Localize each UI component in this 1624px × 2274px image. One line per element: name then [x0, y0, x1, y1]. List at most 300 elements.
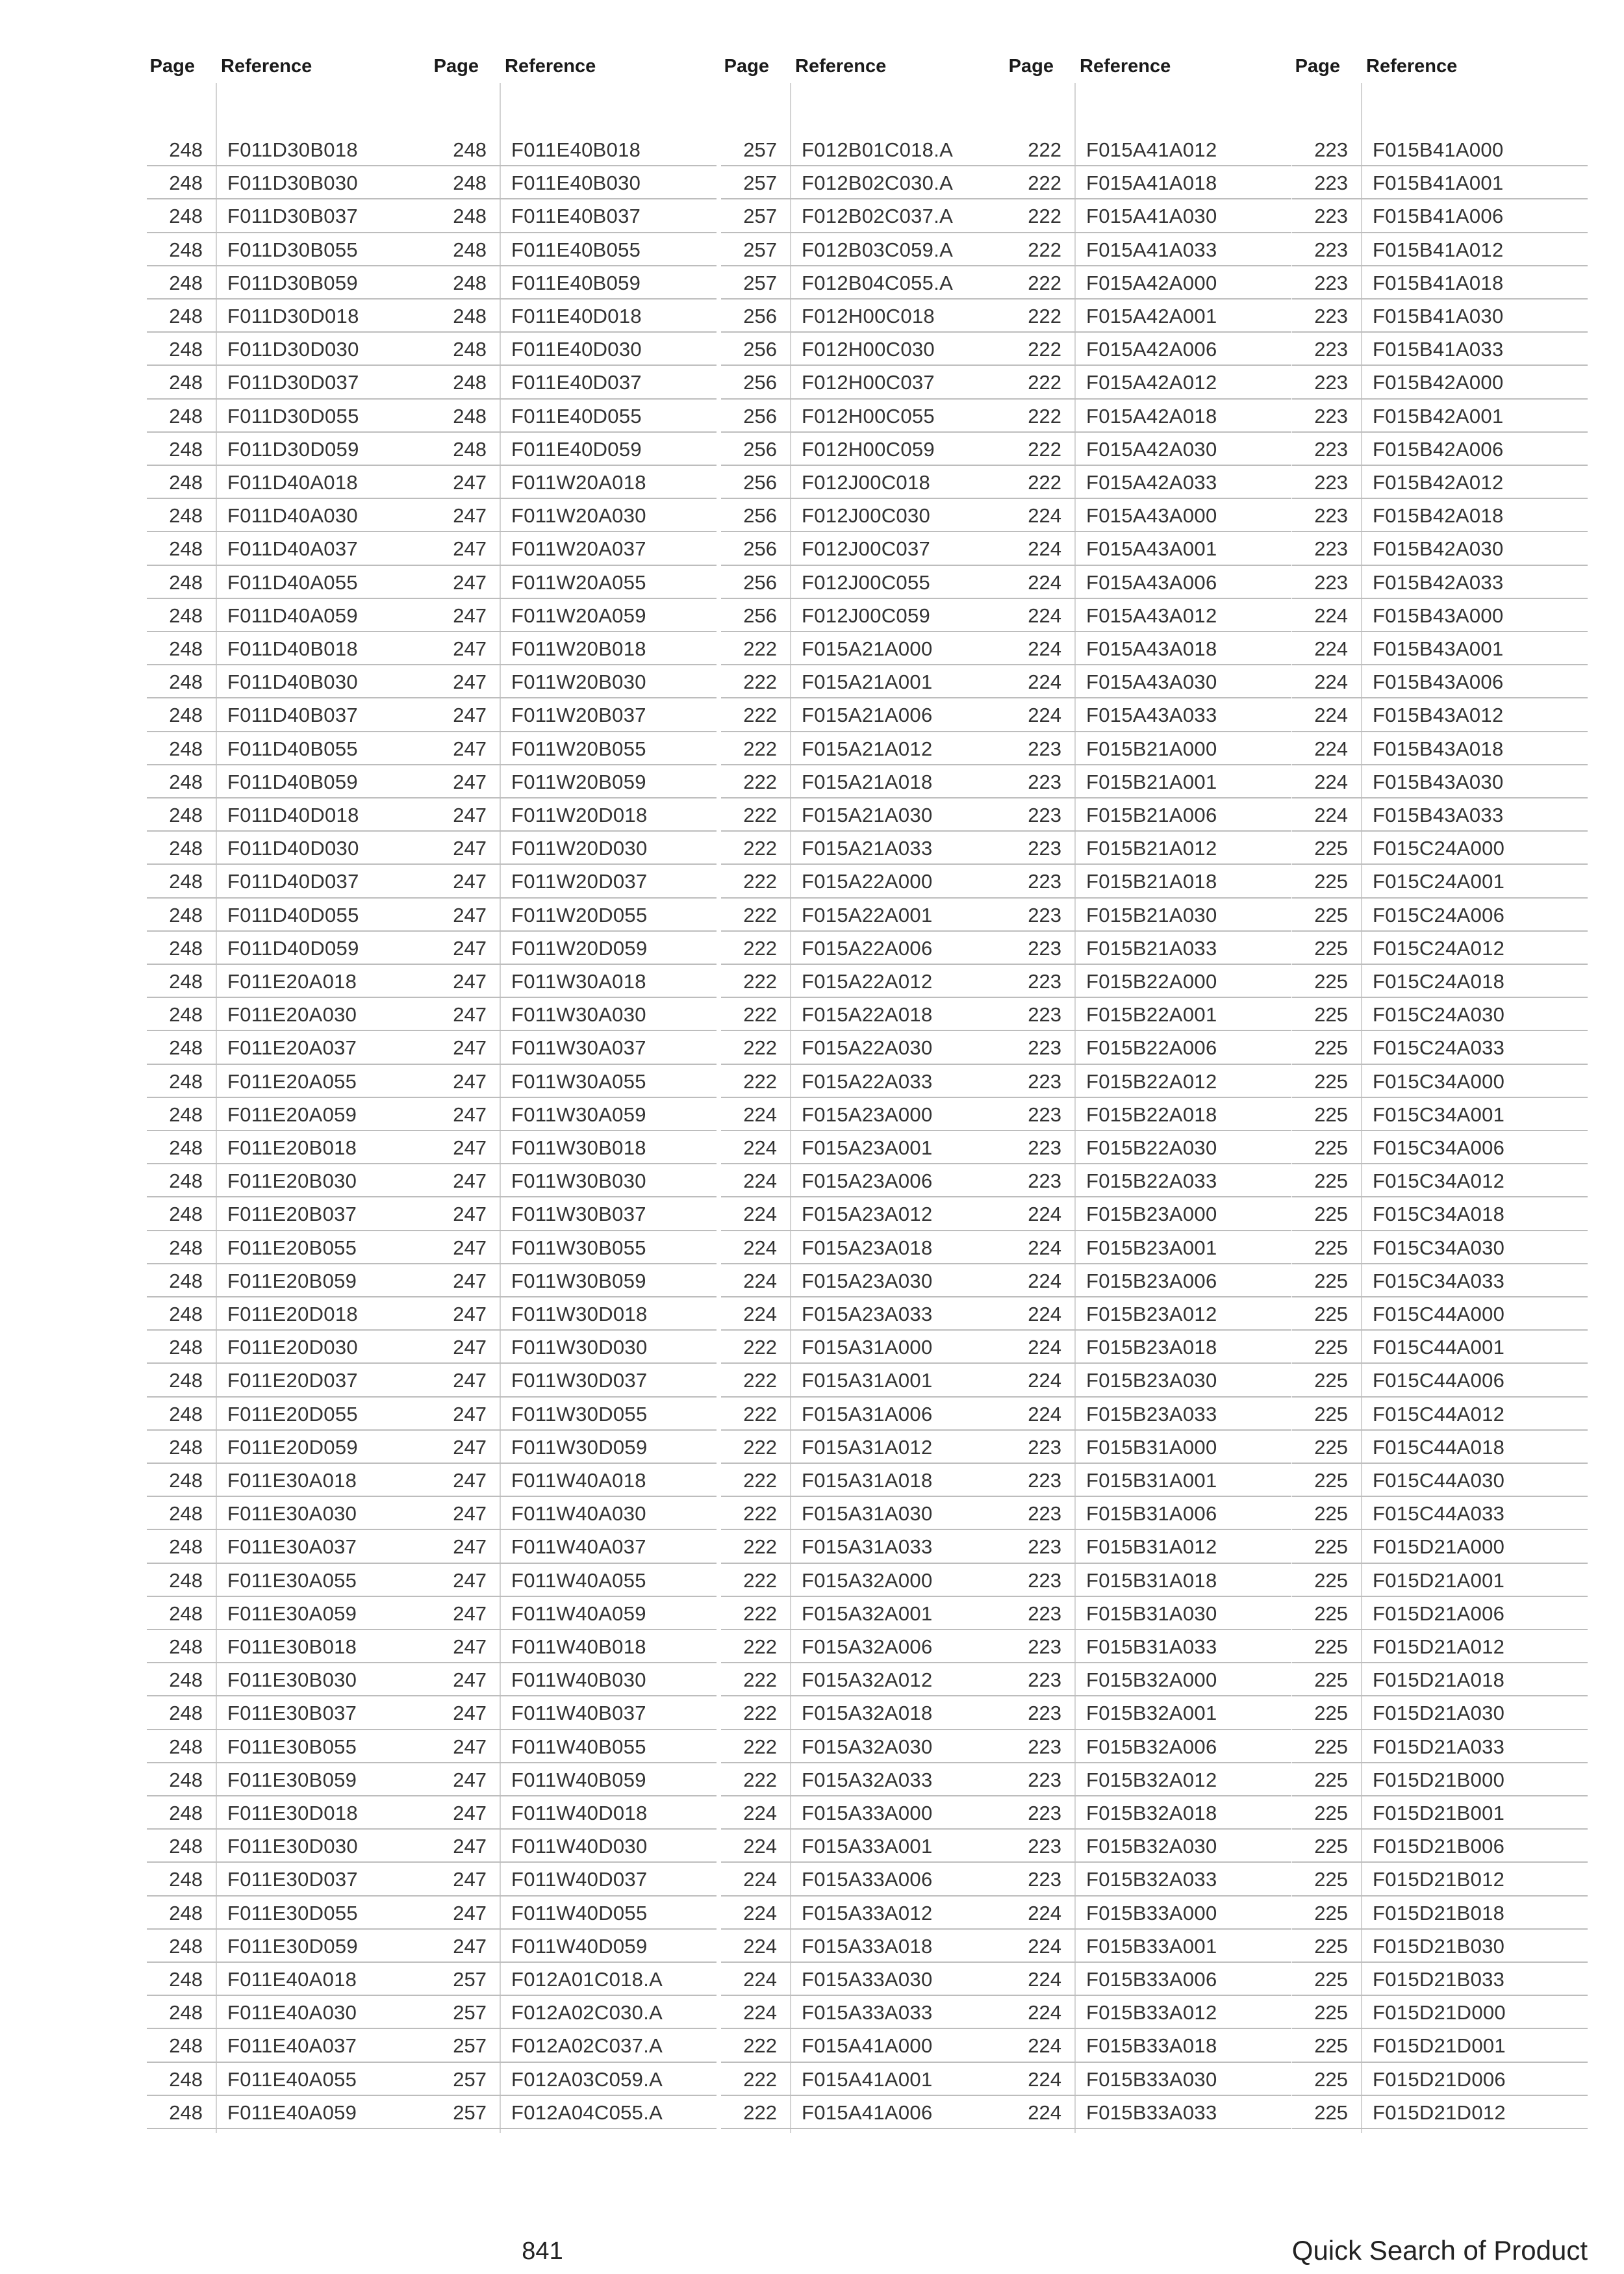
page-cell: 248 [169, 903, 203, 926]
table-row [1006, 266, 1291, 300]
table-row [1006, 1863, 1291, 1896]
table-row [1292, 1530, 1588, 1563]
table-row [1006, 433, 1291, 466]
page-cell: 248 [169, 1169, 203, 1193]
page-cell: 225 [1314, 1735, 1348, 1758]
reference-cell: F011D40B037 [227, 704, 358, 727]
reference-cell: F015B22A012 [1086, 1069, 1217, 1093]
page-cell: 247 [453, 1036, 487, 1060]
table-row [1006, 2029, 1291, 2062]
table-row [147, 1763, 433, 1796]
table-row [431, 1564, 717, 1597]
page-cell: 222 [743, 1469, 777, 1492]
page-cell: 224 [1028, 704, 1061, 727]
table-row [431, 832, 717, 865]
reference-cell: F011W30D030 [511, 1336, 648, 1359]
section-title: Quick Search of Product [1291, 2235, 1588, 2266]
reference-cell: F015A33A006 [802, 1868, 933, 1891]
page-cell: 224 [1028, 1402, 1061, 1425]
reference-cell: F015B23A000 [1086, 1203, 1217, 1226]
page-cell: 223 [1028, 1103, 1061, 1126]
table-row [431, 433, 717, 466]
page-cell: 248 [453, 371, 487, 394]
reference-cell: F011E30B037 [227, 1702, 357, 1725]
page-cell: 256 [743, 537, 777, 561]
reference-cell: F015D21B033 [1373, 1968, 1505, 1991]
page-cell: 225 [1314, 1269, 1348, 1292]
reference-cell: F015C34A018 [1373, 1203, 1505, 1226]
reference-cell: F015B32A000 [1086, 1668, 1217, 1692]
reference-cell: F011W40A055 [511, 1568, 646, 1592]
page-cell: 247 [453, 1868, 487, 1891]
reference-cell: F015A43A006 [1086, 570, 1217, 594]
reference-cell: F015B41A030 [1373, 305, 1504, 327]
reference-cell: F015A42A033 [1086, 471, 1217, 494]
table-row [721, 865, 1007, 898]
page-cell: 224 [1028, 537, 1061, 561]
table-row [1292, 599, 1588, 632]
table-row [1292, 2063, 1588, 2096]
page-cell: 222 [743, 637, 777, 660]
table-row [1292, 266, 1588, 300]
table-row [147, 698, 433, 732]
page-cell: 224 [1028, 1934, 1061, 1958]
table-row [1292, 1863, 1588, 1896]
reference-cell: F015A33A018 [802, 1934, 933, 1958]
page-cell: 225 [1314, 1668, 1348, 1692]
page-cell: 248 [169, 1635, 203, 1658]
reference-cell: F015A32A018 [802, 1702, 933, 1725]
page-cell: 223 [1028, 1702, 1061, 1725]
table-row [431, 133, 717, 166]
reference-cell: F011E40B037 [511, 205, 641, 228]
reference-cell: F011E40D059 [511, 437, 642, 461]
reference-cell: F015D21A006 [1373, 1602, 1505, 1625]
page-cell: 223 [1314, 172, 1348, 195]
reference-cell: F011W20B018 [511, 637, 646, 660]
page-cell: 222 [743, 1069, 777, 1093]
table-row [1006, 765, 1291, 798]
table-row [431, 1464, 717, 1497]
reference-cell: F011E20B030 [227, 1169, 357, 1193]
reference-cell: F015A22A001 [802, 903, 933, 926]
page-cell: 247 [453, 570, 487, 594]
page-cell: 222 [743, 1568, 777, 1592]
table-row [147, 2029, 433, 2062]
page-cell: 223 [1028, 1169, 1061, 1193]
page-cell: 222 [1028, 172, 1061, 195]
page-cell: 248 [169, 1668, 203, 1692]
reference-cell: F011W40D018 [511, 1802, 648, 1824]
reference-cell: F011W30A037 [511, 1036, 646, 1060]
reference-cell: F011W40B030 [511, 1668, 646, 1692]
reference-cell: F015B23A033 [1086, 1402, 1217, 1425]
page-cell: 224 [743, 1203, 777, 1226]
reference-cell: F012H00C055 [802, 404, 935, 428]
table-row [1006, 1231, 1291, 1264]
table-row [431, 300, 717, 333]
page-cell: 223 [1028, 1069, 1061, 1093]
table-row [431, 632, 717, 665]
table-row [1292, 1696, 1588, 1730]
page-cell: 248 [169, 1901, 203, 1924]
reference-cell: F011W20A059 [511, 604, 646, 627]
page-cell: 225 [1314, 970, 1348, 993]
page-cell: 247 [453, 1602, 487, 1625]
table-row [1292, 400, 1588, 433]
table-row [1292, 532, 1588, 565]
page-cell: 248 [169, 1602, 203, 1625]
reference-cell: F015A22A000 [802, 870, 933, 893]
table-row [1006, 1197, 1291, 1231]
reference-cell: F011E30A037 [227, 1535, 357, 1559]
reference-cell: F011E20D018 [227, 1303, 358, 1325]
table-row [1292, 333, 1588, 366]
reference-cell: F015B21A033 [1086, 936, 1217, 960]
reference-cell: F015D21D001 [1373, 2034, 1506, 2058]
reference-cell: F011E30B030 [227, 1668, 357, 1692]
table-row [431, 665, 717, 698]
reference-cell: F015A33A000 [802, 1802, 933, 1824]
page-cell: 224 [743, 1968, 777, 1991]
reference-cell: F011W20B037 [511, 704, 646, 727]
page-cell: 224 [1028, 604, 1061, 627]
reference-cell: F011D30D030 [227, 338, 359, 361]
table-row [431, 899, 717, 932]
table-row [147, 499, 433, 532]
page-cell: 248 [169, 1269, 203, 1292]
page-cell: 256 [743, 604, 777, 627]
page-cell: 247 [453, 1169, 487, 1193]
page-cell: 248 [169, 1835, 203, 1858]
table-row [721, 1597, 1007, 1630]
page-cell: 248 [169, 1868, 203, 1891]
reference-cell: F011E30D055 [227, 1901, 358, 1924]
table-row [1292, 1730, 1588, 1763]
table-row [721, 732, 1007, 765]
page-cell: 223 [1028, 1535, 1061, 1559]
reference-cell: F011W30A030 [511, 1003, 646, 1027]
page-cell: 247 [453, 1835, 487, 1858]
page-number: 841 [522, 2238, 563, 2265]
page-cell: 223 [1028, 1036, 1061, 1060]
table-row [1006, 732, 1291, 765]
reference-cell: F012H00C030 [802, 338, 935, 361]
page-cell: 223 [1028, 936, 1061, 960]
reference-cell: F015C24A018 [1373, 970, 1505, 993]
reference-cell: F011E30A055 [227, 1568, 357, 1592]
page-cell: 248 [169, 1469, 203, 1492]
table-row [147, 1996, 433, 2029]
page-cell: 222 [743, 737, 777, 760]
table-row [721, 1497, 1007, 1530]
table-row [431, 499, 717, 532]
reference-cell: F015B31A000 [1086, 1435, 1217, 1459]
table-row [431, 266, 717, 300]
page-cell: 248 [169, 537, 203, 561]
reference-cell: F015B41A006 [1373, 205, 1504, 228]
table-row [431, 1098, 717, 1131]
reference-cell: F011W20A018 [511, 471, 646, 494]
table-row [431, 1431, 717, 1464]
table-row [147, 1331, 433, 1364]
page-cell: 222 [743, 970, 777, 993]
reference-cell: F015B23A001 [1086, 1236, 1217, 1259]
page-cell: 223 [1028, 1802, 1061, 1824]
page-cell: 223 [1028, 1835, 1061, 1858]
table-row [721, 1131, 1007, 1164]
table-row [721, 1796, 1007, 1830]
page-cell: 224 [1314, 804, 1348, 826]
page-cell: 222 [743, 1502, 777, 1526]
reference-cell: F011D30B018 [227, 138, 358, 161]
reference-cell: F011E30B055 [227, 1735, 357, 1758]
table-row [721, 466, 1007, 499]
page-cell: 222 [743, 1435, 777, 1459]
page-cell: 257 [453, 1968, 487, 1991]
page-cell: 247 [453, 1469, 487, 1492]
page-cell: 225 [1314, 1303, 1348, 1325]
table-row [431, 1863, 717, 1896]
table-row [147, 1098, 433, 1131]
page-cell: 225 [1314, 2067, 1348, 2091]
page-cell: 224 [743, 1103, 777, 1126]
reference-cell: F015C34A012 [1373, 1169, 1505, 1193]
reference-cell: F015B41A000 [1373, 138, 1504, 161]
table-row [147, 166, 433, 199]
column-header-reference: Reference [221, 56, 312, 77]
page-cell: 222 [743, 1602, 777, 1625]
table-row [1006, 466, 1291, 499]
reference-cell: F015B41A012 [1373, 238, 1504, 261]
page-cell: 248 [169, 1003, 203, 1027]
table-row [721, 832, 1007, 865]
page-cell: 256 [743, 371, 777, 394]
reference-cell: F015B33A033 [1086, 2101, 1217, 2124]
page-cell: 225 [1314, 1402, 1348, 1425]
table-row [431, 1663, 717, 1696]
table-row [147, 1630, 433, 1663]
reference-cell: F012H00C018 [802, 305, 935, 327]
table-row [721, 765, 1007, 798]
page-cell: 222 [743, 1635, 777, 1658]
page-cell: 248 [169, 238, 203, 261]
table-row [721, 1065, 1007, 1098]
reference-cell: F011W40A059 [511, 1602, 646, 1625]
table-row [1006, 1131, 1291, 1164]
table-row [721, 1897, 1007, 1930]
reference-cell: F015A43A012 [1086, 604, 1217, 627]
page-cell: 248 [453, 305, 487, 327]
reference-cell: F015B21A006 [1086, 804, 1217, 826]
table-row [1292, 1264, 1588, 1297]
page-cell: 223 [1028, 1668, 1061, 1692]
table-row [1292, 1431, 1588, 1464]
table-row [431, 532, 717, 565]
reference-cell: F011E20B018 [227, 1136, 357, 1159]
table-row [1292, 1098, 1588, 1131]
page-cell: 248 [453, 172, 487, 195]
reference-cell: F015A32A000 [802, 1568, 933, 1592]
reference-cell: F015A21A006 [802, 704, 933, 727]
reference-cell: F015D21D000 [1373, 2001, 1506, 2025]
reference-cell: F015A33A012 [802, 1901, 933, 1924]
reference-cell: F015C44A001 [1373, 1336, 1505, 1359]
table-row [431, 1963, 717, 1996]
table-row [431, 732, 717, 765]
page-cell: 222 [743, 1735, 777, 1758]
table-row [1292, 1930, 1588, 1963]
page-cell: 224 [1028, 1369, 1061, 1392]
column-header-page: Page [433, 56, 479, 77]
table-row [431, 1197, 717, 1231]
page-cell: 248 [169, 437, 203, 461]
table-row [431, 1398, 717, 1431]
page-cell: 257 [453, 2034, 487, 2058]
table-row [147, 1530, 433, 1563]
column-header-reference: Reference [505, 56, 596, 77]
page-cell: 222 [1028, 271, 1061, 294]
page-cell: 224 [1028, 1203, 1061, 1226]
table-row [1292, 932, 1588, 965]
reference-cell: F011E40B018 [511, 138, 641, 161]
page-cell: 256 [743, 504, 777, 528]
reference-cell: F015D21B000 [1373, 1768, 1505, 1791]
table-row [721, 499, 1007, 532]
page-cell: 247 [453, 870, 487, 893]
table-row [147, 865, 433, 898]
reference-cell: F015D21A018 [1373, 1668, 1505, 1692]
reference-cell: F011W30D018 [511, 1303, 648, 1325]
page-cell: 248 [453, 271, 487, 294]
table-row [1292, 466, 1588, 499]
table-row [147, 1197, 433, 1231]
page-cell: 247 [453, 1069, 487, 1093]
page-cell: 225 [1314, 936, 1348, 960]
reference-cell: F011W20D030 [511, 837, 648, 860]
page-cell: 247 [453, 604, 487, 627]
page-cell: 247 [453, 471, 487, 494]
reference-cell: F015B22A030 [1086, 1136, 1217, 1159]
table-row [1292, 199, 1588, 233]
page-cell: 222 [743, 1668, 777, 1692]
page-cell: 248 [169, 837, 203, 860]
table-row [431, 1897, 717, 1930]
reference-cell: F015D21B018 [1373, 1901, 1505, 1924]
page-cell: 248 [169, 1535, 203, 1559]
table-row [1006, 1696, 1291, 1730]
reference-cell: F015A43A018 [1086, 637, 1217, 660]
page-cell: 248 [169, 1934, 203, 1958]
reference-cell: F012H00C037 [802, 371, 935, 394]
reference-cell: F011D40A055 [227, 570, 358, 594]
reference-cell: F015C44A030 [1373, 1469, 1505, 1492]
reference-cell: F015B23A006 [1086, 1269, 1217, 1292]
page-cell: 247 [453, 837, 487, 860]
reference-cell: F011D30B055 [227, 238, 358, 261]
table-row [1006, 400, 1291, 433]
reference-cell: F011D40D037 [227, 870, 359, 893]
table-row [721, 1031, 1007, 1064]
table-row [147, 832, 433, 865]
table-row [1292, 1464, 1588, 1497]
table-row [1292, 166, 1588, 199]
reference-cell: F015A21A030 [802, 804, 933, 826]
table-row [721, 1331, 1007, 1364]
table-row [721, 2096, 1007, 2129]
reference-cell: F011E40A037 [227, 2034, 357, 2058]
page-cell: 248 [453, 338, 487, 361]
table-row [1292, 1331, 1588, 1364]
reference-cell: F012J00C030 [802, 504, 931, 528]
page-cell: 225 [1314, 837, 1348, 860]
table-row [147, 466, 433, 499]
table-row [431, 998, 717, 1031]
reference-cell: F011W30B059 [511, 1269, 646, 1292]
reference-cell: F015B42A033 [1373, 570, 1504, 594]
table-row [431, 698, 717, 732]
reference-cell: F015A33A033 [802, 2001, 933, 2025]
reference-cell: F015C24A033 [1373, 1036, 1505, 1060]
table-row [147, 798, 433, 832]
reference-cell: F012B04C055.A [802, 271, 954, 294]
page-cell: 248 [169, 770, 203, 793]
reference-cell: F012A02C030.A [511, 2001, 663, 2025]
table-row [721, 1730, 1007, 1763]
page-cell: 248 [169, 338, 203, 361]
reference-cell: F011W20A055 [511, 570, 646, 594]
page-cell: 248 [169, 2034, 203, 2058]
page-cell: 247 [453, 504, 487, 528]
page-cell: 247 [453, 1136, 487, 1159]
reference-cell: F011W30A055 [511, 1069, 646, 1093]
page-cell: 225 [1314, 1934, 1348, 1958]
table-row [1006, 532, 1291, 565]
reference-cell: F015A31A006 [802, 1402, 933, 1425]
page-cell: 222 [1028, 238, 1061, 261]
page-cell: 224 [1028, 637, 1061, 660]
page-cell: 248 [169, 1069, 203, 1093]
reference-cell: F011E20A055 [227, 1069, 357, 1093]
reference-cell: F012A04C055.A [511, 2101, 663, 2124]
page-cell: 225 [1314, 1535, 1348, 1559]
reference-cell: F015A22A030 [802, 1036, 933, 1060]
table-row [1006, 1830, 1291, 1863]
page-cell: 224 [743, 1934, 777, 1958]
table-row [1006, 1031, 1291, 1064]
table-row [1292, 1131, 1588, 1164]
table-row [721, 266, 1007, 300]
table-row [1006, 1564, 1291, 1597]
page-cell: 248 [169, 737, 203, 760]
reference-cell: F011W40B037 [511, 1702, 646, 1725]
reference-cell: F015A41A033 [1086, 238, 1217, 261]
page-cell: 225 [1314, 1036, 1348, 1060]
reference-cell: F015B21A030 [1086, 903, 1217, 926]
reference-cell: F015A21A001 [802, 671, 933, 694]
table-row [147, 899, 433, 932]
page-cell: 247 [453, 1269, 487, 1292]
page-cell: 222 [743, 837, 777, 860]
table-row [1006, 333, 1291, 366]
page-cell: 248 [169, 2001, 203, 2025]
reference-cell: F011E40A018 [227, 1968, 357, 1991]
page-cell: 224 [1028, 671, 1061, 694]
page-cell: 248 [169, 172, 203, 195]
reference-cell: F011E20A037 [227, 1036, 357, 1060]
table-row [1006, 965, 1291, 998]
page-cell: 257 [743, 271, 777, 294]
